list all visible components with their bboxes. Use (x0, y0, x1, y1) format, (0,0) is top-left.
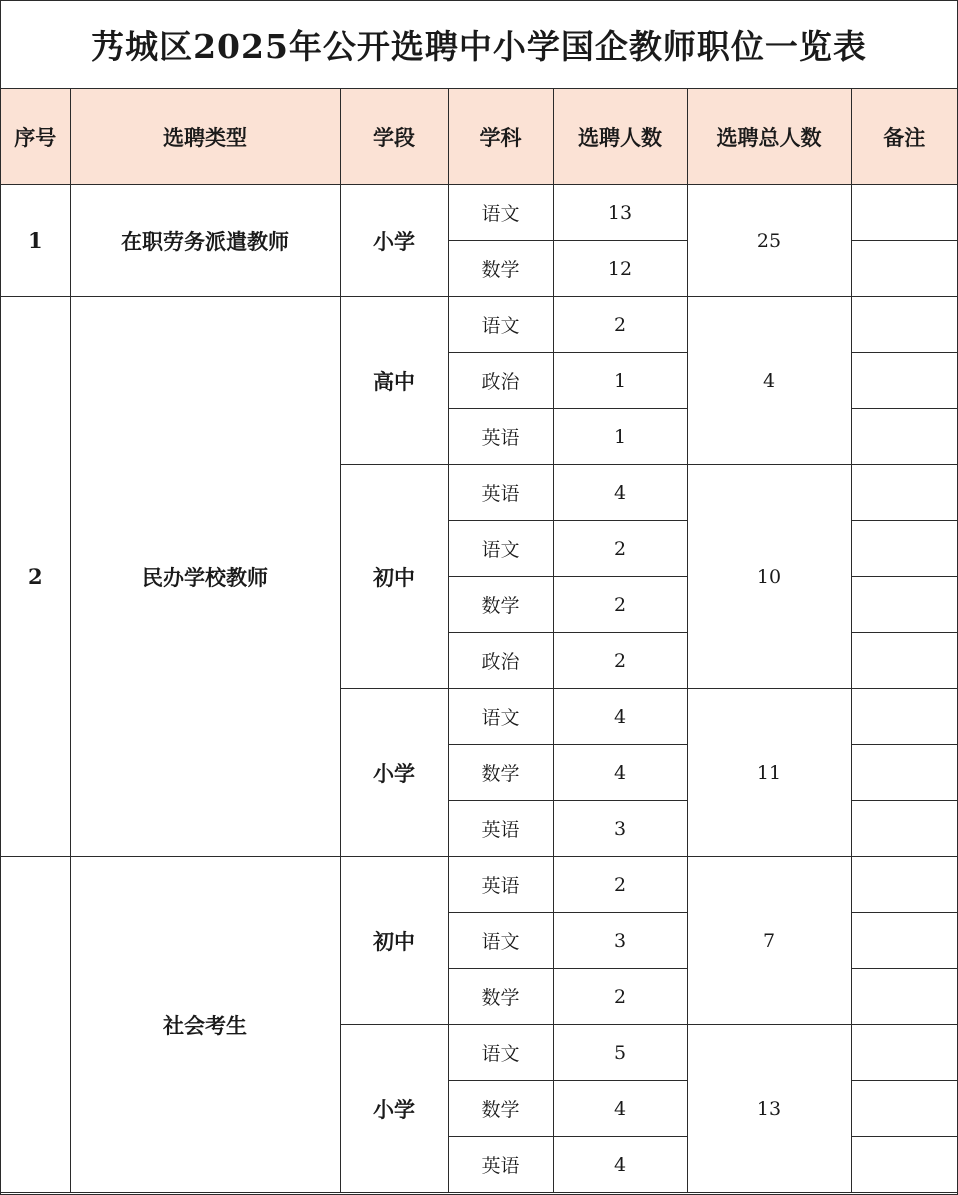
subject-cell: 英语 (448, 801, 553, 857)
subject-cell: 语文 (448, 1025, 553, 1081)
subject-cell: 语文 (448, 185, 553, 241)
count-cell: 2 (553, 521, 687, 577)
count-cell: 12 (553, 241, 687, 297)
subject-cell: 语文 (448, 913, 553, 969)
stage-cell: 小学 (340, 689, 448, 857)
note-cell (851, 521, 957, 577)
group-seq: 1 (1, 185, 70, 297)
note-cell (851, 913, 957, 969)
subject-cell: 政治 (448, 353, 553, 409)
header-subject: 学科 (448, 89, 553, 185)
subject-cell: 英语 (448, 1137, 553, 1193)
page-title: 艿城区2025年公开选聘中小学国企教师职位一览表 (1, 1, 957, 89)
subject-cell: 英语 (448, 409, 553, 465)
note-cell (851, 1137, 957, 1193)
subject-cell: 数学 (448, 577, 553, 633)
stage-cell: 高中 (340, 297, 448, 465)
count-cell: 1 (553, 353, 687, 409)
note-cell (851, 1025, 957, 1081)
subject-cell: 英语 (448, 465, 553, 521)
count-cell: 4 (553, 689, 687, 745)
stage-cell: 小学 (340, 185, 448, 297)
note-cell (851, 465, 957, 521)
header-seq: 序号 (1, 89, 70, 185)
count-cell: 4 (553, 745, 687, 801)
note-cell (851, 241, 957, 297)
count-cell: 4 (553, 1081, 687, 1137)
header-note: 备注 (851, 89, 957, 185)
header-total: 选聘总人数 (687, 89, 851, 185)
count-cell: 4 (553, 465, 687, 521)
subject-cell: 数学 (448, 969, 553, 1025)
count-cell: 2 (553, 969, 687, 1025)
subject-cell: 数学 (448, 745, 553, 801)
count-cell: 2 (553, 857, 687, 913)
subject-cell: 语文 (448, 521, 553, 577)
count-cell: 3 (553, 913, 687, 969)
total-cell: 4 (687, 297, 851, 465)
note-cell (851, 689, 957, 745)
header-stage: 学段 (340, 89, 448, 185)
note-cell (851, 633, 957, 689)
note-cell (851, 969, 957, 1025)
group-type: 民办学校教师 (70, 297, 340, 857)
count-cell: 5 (553, 1025, 687, 1081)
header-count: 选聘人数 (553, 89, 687, 185)
subject-cell: 英语 (448, 857, 553, 913)
note-cell (851, 353, 957, 409)
note-cell (851, 297, 957, 353)
count-cell: 3 (553, 801, 687, 857)
total-cell: 7 (687, 857, 851, 1025)
group-type: 社会考生 (70, 857, 340, 1193)
note-cell (851, 409, 957, 465)
group-seq (1, 857, 70, 1193)
total-cell: 10 (687, 465, 851, 689)
subject-cell: 语文 (448, 689, 553, 745)
subject-cell: 数学 (448, 1081, 553, 1137)
count-cell: 2 (553, 297, 687, 353)
recruitment-table (1, 89, 957, 1193)
table-header-row (1, 89, 957, 185)
group-type: 在职劳务派遣教师 (70, 185, 340, 297)
stage-cell: 小学 (340, 1025, 448, 1193)
table-row (1, 185, 957, 241)
total-cell: 11 (687, 689, 851, 857)
count-cell: 2 (553, 633, 687, 689)
stage-cell: 初中 (340, 465, 448, 689)
note-cell (851, 185, 957, 241)
subject-cell: 数学 (448, 241, 553, 297)
count-cell: 4 (553, 1137, 687, 1193)
stage-cell: 初中 (340, 857, 448, 1025)
note-cell (851, 1081, 957, 1137)
note-cell (851, 801, 957, 857)
table-row (1, 857, 957, 913)
count-cell: 13 (553, 185, 687, 241)
header-type: 选聘类型 (70, 89, 340, 185)
note-cell (851, 857, 957, 913)
total-cell: 25 (687, 185, 851, 297)
count-cell: 2 (553, 577, 687, 633)
count-cell: 1 (553, 409, 687, 465)
note-cell (851, 745, 957, 801)
subject-cell: 政治 (448, 633, 553, 689)
note-cell (851, 577, 957, 633)
group-seq: 2 (1, 297, 70, 857)
table-row (1, 297, 957, 353)
subject-cell: 语文 (448, 297, 553, 353)
total-cell: 13 (687, 1025, 851, 1193)
